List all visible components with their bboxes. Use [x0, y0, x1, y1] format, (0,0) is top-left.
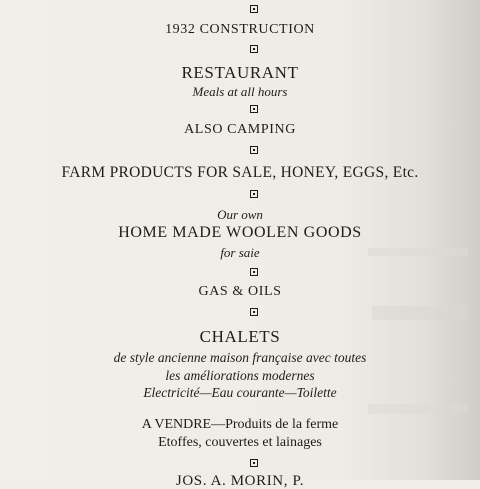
chalets-amenities-line: Electricité—Eau courante—Toilette	[143, 385, 337, 400]
square-dot-ornament-icon	[250, 308, 258, 316]
square-dot-ornament-icon	[250, 459, 258, 467]
restaurant-heading: RESTAURANT	[181, 63, 299, 82]
bleed-through-mark	[372, 306, 468, 320]
chalets-description-line: de style ancienne maison française avec toutes	[113, 350, 367, 365]
owner-name-line: JOS. A. MORIN, P.	[175, 473, 305, 489]
woolen-goods-heading: HOME MADE WOOLEN GOODS	[118, 224, 362, 241]
bleed-through-mark	[368, 404, 468, 414]
for-sale-line: for saie	[220, 245, 260, 260]
our-own-line: Our own	[217, 207, 263, 222]
square-dot-ornament-icon	[250, 45, 258, 53]
square-dot-ornament-icon	[250, 190, 258, 198]
vendre-line: A VENDRE—Produits de la ferme	[141, 417, 339, 432]
chalets-heading: CHALETS	[199, 327, 281, 346]
vendre-goods-line: Etoffes, couvertes et lainages	[158, 435, 322, 450]
gas-oils-line: GAS & OILS	[198, 284, 282, 299]
farm-products-line: FARM PRODUCTS FOR SALE, HONEY, EGGS, Etc.	[61, 164, 419, 181]
square-dot-ornament-icon	[250, 146, 258, 154]
chalets-description-line: les améliorations modernes	[165, 368, 315, 383]
camping-line: ALSO CAMPING	[184, 122, 296, 137]
meals-line: Meals at all hours	[192, 84, 288, 99]
square-dot-ornament-icon	[250, 268, 258, 276]
construction-year-line: 1932 CONSTRUCTION	[165, 22, 315, 37]
square-dot-ornament-icon	[250, 5, 258, 13]
square-dot-ornament-icon	[250, 105, 258, 113]
